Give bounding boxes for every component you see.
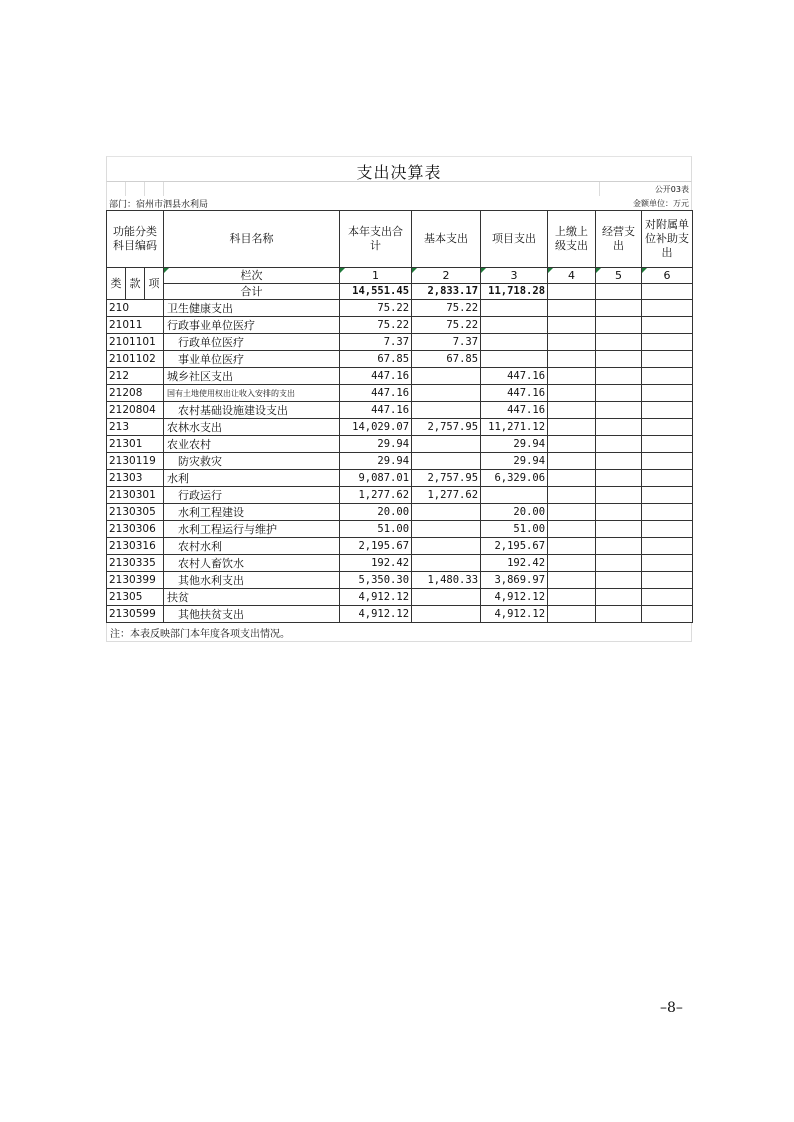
header-kuan: 款	[126, 268, 145, 300]
row-basic: 67.85	[412, 351, 481, 368]
row-name: 行政单位医疗	[164, 334, 340, 351]
row-business	[596, 606, 642, 623]
row-code: 2130399	[107, 572, 164, 589]
row-project: 4,912.12	[481, 606, 548, 623]
form-number-row	[106, 182, 692, 196]
table-row	[107, 453, 693, 470]
row-remit	[548, 504, 596, 521]
table-row	[107, 504, 693, 521]
row-name: 行政事业单位医疗	[164, 317, 340, 334]
row-remit	[548, 300, 596, 317]
row-subsidy	[642, 606, 693, 623]
row-total: 4,912.12	[340, 589, 412, 606]
header-remit: 上缴上级支出	[548, 211, 596, 268]
row-total: 7.37	[340, 334, 412, 351]
row-business	[596, 453, 642, 470]
row-name: 农业农村	[164, 436, 340, 453]
row-subsidy	[642, 572, 693, 589]
total-c5	[596, 284, 642, 300]
row-code: 2101102	[107, 351, 164, 368]
row-remit	[548, 317, 596, 334]
row-basic	[412, 555, 481, 572]
row-remit	[548, 589, 596, 606]
table-row	[107, 334, 693, 351]
row-basic	[412, 521, 481, 538]
row-project: 51.00	[481, 521, 548, 538]
header-lei: 类	[107, 268, 126, 300]
row-name: 事业单位医疗	[164, 351, 340, 368]
row-project	[481, 487, 548, 504]
column-no-6: 6	[642, 268, 693, 284]
row-basic	[412, 368, 481, 385]
row-project: 29.94	[481, 436, 548, 453]
table-row	[107, 402, 693, 419]
row-basic: 2,757.95	[412, 419, 481, 436]
row-business	[596, 419, 642, 436]
row-subsidy	[642, 334, 693, 351]
grid-line	[125, 182, 126, 196]
row-total: 4,912.12	[340, 606, 412, 623]
header-xiang: 项	[145, 268, 164, 300]
table-row	[107, 589, 693, 606]
row-subsidy	[642, 470, 693, 487]
table-row	[107, 385, 693, 402]
total-c4	[548, 284, 596, 300]
column-no-5: 5	[596, 268, 642, 284]
row-basic	[412, 589, 481, 606]
row-business	[596, 538, 642, 555]
table-row	[107, 368, 693, 385]
row-subsidy	[642, 436, 693, 453]
table-row	[107, 521, 693, 538]
row-code: 2130119	[107, 453, 164, 470]
row-subsidy	[642, 317, 693, 334]
row-code: 2130316	[107, 538, 164, 555]
row-basic: 7.37	[412, 334, 481, 351]
row-remit	[548, 470, 596, 487]
grid-line	[163, 182, 164, 196]
row-name: 行政运行	[164, 487, 340, 504]
row-business	[596, 351, 642, 368]
row-code: 21303	[107, 470, 164, 487]
row-business	[596, 385, 642, 402]
row-remit	[548, 351, 596, 368]
row-project: 11,271.12	[481, 419, 548, 436]
data-rows	[107, 300, 693, 623]
row-business	[596, 470, 642, 487]
row-name: 水利工程运行与维护	[164, 521, 340, 538]
table-row	[107, 555, 693, 572]
table-row	[107, 317, 693, 334]
column-no-1: 1	[340, 268, 412, 284]
total-label: 合计	[164, 284, 340, 300]
row-total: 9,087.01	[340, 470, 412, 487]
row-business	[596, 317, 642, 334]
row-subsidy	[642, 402, 693, 419]
row-code: 2101101	[107, 334, 164, 351]
row-business	[596, 402, 642, 419]
row-business	[596, 368, 642, 385]
row-business	[596, 487, 642, 504]
row-business	[596, 300, 642, 317]
row-project	[481, 317, 548, 334]
row-total: 67.85	[340, 351, 412, 368]
row-name: 卫生健康支出	[164, 300, 340, 317]
row-project: 447.16	[481, 402, 548, 419]
row-total: 5,350.30	[340, 572, 412, 589]
row-code: 2130335	[107, 555, 164, 572]
row-project: 20.00	[481, 504, 548, 521]
row-subsidy	[642, 368, 693, 385]
row-total: 1,277.62	[340, 487, 412, 504]
row-total: 14,029.07	[340, 419, 412, 436]
row-business	[596, 521, 642, 538]
row-name: 农村基础设施建设支出	[164, 402, 340, 419]
row-basic	[412, 436, 481, 453]
grid-line	[144, 182, 145, 196]
row-basic	[412, 402, 481, 419]
row-subsidy	[642, 419, 693, 436]
row-project: 6,329.06	[481, 470, 548, 487]
row-subsidy	[642, 555, 693, 572]
column-no-4: 4	[548, 268, 596, 284]
row-business	[596, 334, 642, 351]
total-c3: 11,718.28	[481, 284, 548, 300]
table-row	[107, 487, 693, 504]
header-name: 科目名称	[164, 211, 340, 268]
row-code: 2130305	[107, 504, 164, 521]
page-number: –8–	[660, 1000, 683, 1016]
table-row	[107, 436, 693, 453]
expenditure-sheet	[106, 156, 692, 642]
column-no-3: 3	[481, 268, 548, 284]
row-remit	[548, 385, 596, 402]
row-basic: 2,757.95	[412, 470, 481, 487]
header-basic: 基本支出	[412, 211, 481, 268]
row-name: 水利工程建设	[164, 504, 340, 521]
row-remit	[548, 402, 596, 419]
table-row	[107, 300, 693, 317]
row-project	[481, 334, 548, 351]
header-total: 本年支出合计	[340, 211, 412, 268]
row-total: 447.16	[340, 368, 412, 385]
row-project: 447.16	[481, 385, 548, 402]
row-code: 2130599	[107, 606, 164, 623]
row-code: 21305	[107, 589, 164, 606]
row-code: 21301	[107, 436, 164, 453]
lanci-label: 栏次	[164, 268, 340, 284]
row-total: 29.94	[340, 436, 412, 453]
form-number: 公开03表	[654, 185, 689, 194]
row-basic	[412, 606, 481, 623]
row-remit	[548, 572, 596, 589]
row-name: 农林水支出	[164, 419, 340, 436]
header-project: 项目支出	[481, 211, 548, 268]
row-business	[596, 572, 642, 589]
row-name: 其他水利支出	[164, 572, 340, 589]
row-subsidy	[642, 300, 693, 317]
row-total: 51.00	[340, 521, 412, 538]
title-row	[106, 156, 692, 182]
department-row	[106, 196, 692, 210]
row-project	[481, 300, 548, 317]
row-code: 2130301	[107, 487, 164, 504]
table-title: 支出决算表	[356, 163, 442, 182]
row-remit	[548, 521, 596, 538]
row-subsidy	[642, 385, 693, 402]
column-number-row	[107, 268, 693, 284]
row-total: 447.16	[340, 385, 412, 402]
row-remit	[548, 453, 596, 470]
row-code: 2130306	[107, 521, 164, 538]
row-basic	[412, 453, 481, 470]
row-remit	[548, 368, 596, 385]
row-code: 2120804	[107, 402, 164, 419]
expenditure-table	[106, 210, 693, 623]
total-row	[107, 284, 693, 300]
row-remit	[548, 436, 596, 453]
row-total: 447.16	[340, 402, 412, 419]
row-code: 213	[107, 419, 164, 436]
row-name: 防灾救灾	[164, 453, 340, 470]
row-total: 20.00	[340, 504, 412, 521]
row-basic: 1,480.33	[412, 572, 481, 589]
row-business	[596, 436, 642, 453]
unit-label: 金额单位：万元	[633, 199, 689, 208]
row-basic: 1,277.62	[412, 487, 481, 504]
table-row	[107, 351, 693, 368]
row-basic	[412, 538, 481, 555]
row-project: 29.94	[481, 453, 548, 470]
row-project: 192.42	[481, 555, 548, 572]
row-subsidy	[642, 538, 693, 555]
row-project: 3,869.97	[481, 572, 548, 589]
row-name: 农村人畜饮水	[164, 555, 340, 572]
row-name: 国有土地使用权出让收入安排的支出	[164, 385, 340, 402]
row-name: 其他扶贫支出	[164, 606, 340, 623]
total-c6	[642, 284, 693, 300]
row-remit	[548, 487, 596, 504]
row-code: 21208	[107, 385, 164, 402]
row-project: 447.16	[481, 368, 548, 385]
header-subsidy: 对附属单位补助支出	[642, 211, 693, 268]
row-remit	[548, 419, 596, 436]
row-total: 29.94	[340, 453, 412, 470]
row-name: 扶贫	[164, 589, 340, 606]
row-subsidy	[642, 351, 693, 368]
total-c2: 2,833.17	[412, 284, 481, 300]
row-code: 21011	[107, 317, 164, 334]
row-basic: 75.22	[412, 317, 481, 334]
row-subsidy	[642, 589, 693, 606]
department-label: 部门：宿州市泗县水利局	[109, 200, 209, 210]
row-total: 2,195.67	[340, 538, 412, 555]
row-total: 192.42	[340, 555, 412, 572]
header-business: 经营支出	[596, 211, 642, 268]
table-row	[107, 538, 693, 555]
row-basic	[412, 385, 481, 402]
row-remit	[548, 555, 596, 572]
header-row	[107, 211, 693, 268]
table-note: 注：本表反映部门本年度各项支出情况。	[106, 623, 692, 642]
table-row	[107, 470, 693, 487]
column-no-2: 2	[412, 268, 481, 284]
grid-line	[599, 182, 600, 196]
table-row	[107, 572, 693, 589]
row-name: 城乡社区支出	[164, 368, 340, 385]
table-row	[107, 419, 693, 436]
header-code: 功能分类科目编码	[107, 211, 164, 268]
row-project	[481, 351, 548, 368]
row-name: 水利	[164, 470, 340, 487]
row-project: 4,912.12	[481, 589, 548, 606]
row-remit	[548, 538, 596, 555]
row-remit	[548, 334, 596, 351]
row-name: 农村水利	[164, 538, 340, 555]
row-basic	[412, 504, 481, 521]
row-total: 75.22	[340, 300, 412, 317]
row-code: 210	[107, 300, 164, 317]
row-project: 2,195.67	[481, 538, 548, 555]
row-business	[596, 504, 642, 521]
row-business	[596, 555, 642, 572]
table-row	[107, 606, 693, 623]
total-c1: 14,551.45	[340, 284, 412, 300]
row-subsidy	[642, 504, 693, 521]
row-total: 75.22	[340, 317, 412, 334]
row-business	[596, 589, 642, 606]
row-subsidy	[642, 487, 693, 504]
row-code: 212	[107, 368, 164, 385]
row-remit	[548, 606, 596, 623]
row-subsidy	[642, 453, 693, 470]
row-basic: 75.22	[412, 300, 481, 317]
row-subsidy	[642, 521, 693, 538]
